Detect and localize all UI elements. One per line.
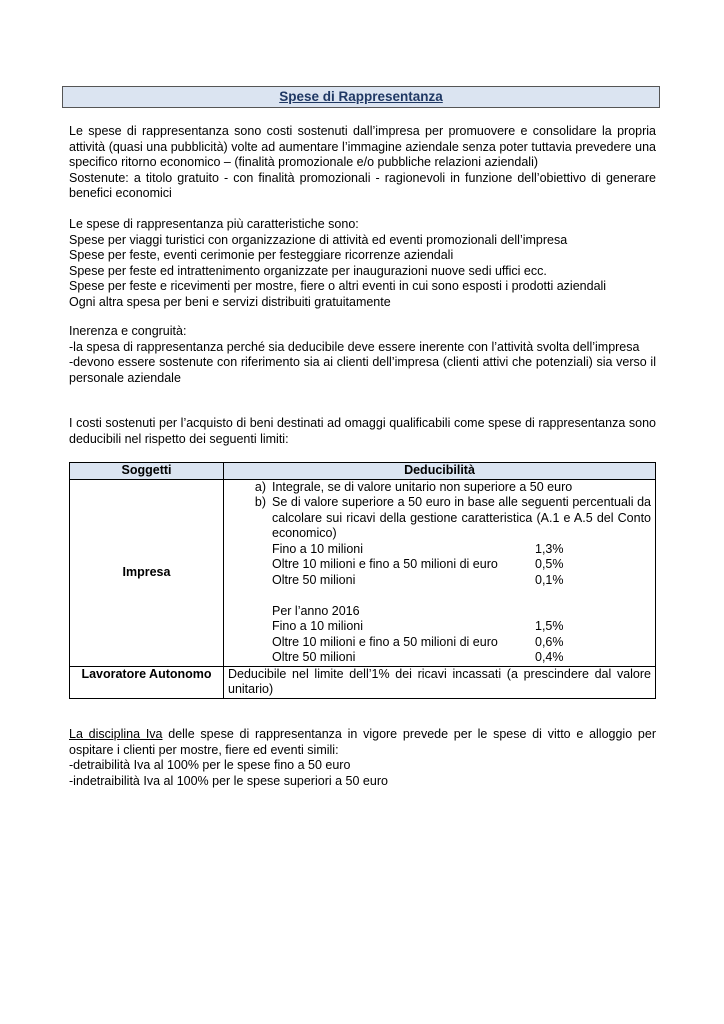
subject-impresa: Impresa xyxy=(70,479,224,666)
rate-label: Fino a 10 milioni xyxy=(272,541,364,556)
costi-section xyxy=(69,416,656,447)
deducibilita-autonomo: Deducibile nel limite dell’1% dei ricavi incassati (a prescindere dal valore unitario) xyxy=(224,666,656,698)
rate-row-2016 xyxy=(228,619,651,635)
rate-label: Oltre 10 milioni e fino a 50 milioni di euro xyxy=(272,634,498,649)
spacer xyxy=(228,588,651,604)
inerenza-heading: Inerenza e congruità: xyxy=(69,324,187,338)
rate-label: Fino a 10 milioni xyxy=(272,619,364,633)
list-item: Ogni altra spesa per beni e servizi distribuiti gratuitamente xyxy=(69,294,391,309)
iva-point: -indetraibilità Iva al 100% per le spese superiori a 50 euro xyxy=(69,773,388,788)
limits-table xyxy=(69,462,656,699)
rate-label: Oltre 50 milioni xyxy=(272,650,356,664)
ded-text-b: Se di valore superiore a 50 euro in base alle seguenti percentuali da calcolare sui ricavi della gestione caratteristica (A.1 e A.5 del Conto economico) xyxy=(272,495,651,540)
table-header-row xyxy=(70,463,656,480)
table-row-impresa xyxy=(70,479,656,666)
costi-paragraph: I costi sostenuti per l’acquisto di beni destinati ad omaggi qualificabili come spese di rappresentanza sono deducibili nel rispetto dei seguenti limiti: xyxy=(69,416,656,446)
rate-label: Oltre 10 milioni e fino a 50 milioni di euro xyxy=(272,557,498,571)
rate-value: 0,5% xyxy=(535,557,564,571)
title-box xyxy=(62,86,660,108)
inerenza-point: -devono essere sostenute con riferimento sia ai clienti dell’impresa (clienti attivi che potenziali) sia verso il personale aziendale xyxy=(69,355,656,385)
rate-label: Oltre 50 milioni xyxy=(272,572,356,587)
rate-row xyxy=(228,557,651,573)
ded-text-a: Integrale, se di valore unitario non superiore a 50 euro xyxy=(272,479,573,494)
list-item: Spese per feste, eventi cerimonie per festeggiare ricorrenze aziendali xyxy=(69,248,454,262)
table-row-autonomo xyxy=(70,666,656,698)
year-row xyxy=(228,604,651,620)
rate-value: 0,1% xyxy=(535,572,564,587)
ded-marker-b: b) xyxy=(254,495,266,509)
rate-value: 1,5% xyxy=(535,619,564,633)
header-deducibilita: Deducibilità xyxy=(224,463,656,480)
rate-value: 0,6% xyxy=(535,634,564,649)
rate-row xyxy=(228,542,651,558)
iva-paragraph xyxy=(69,727,656,758)
rate-row-2016 xyxy=(228,635,651,651)
list-intro: Le spese di rappresentanza più caratteristiche sono: xyxy=(69,217,359,231)
rate-value: 1,3% xyxy=(535,541,564,556)
intro-section xyxy=(69,124,656,202)
subject-autonomo: Lavoratore Autonomo xyxy=(70,666,224,698)
iva-point: -detraibilità Iva al 100% per le spese fino a 50 euro xyxy=(69,758,351,772)
rate-value: 0,4% xyxy=(535,650,564,664)
intro-paragraph: Le spese di rappresentanza sono costi sostenuti dall’impresa per promuovere e consolidare la propria attività (quasi una pubblicità) volte ad aumentare l’immagine aziendale senza poter tuttavia prevedere una specifico ritorno economico – (finalità promozionale e/o pubbliche relazioni aziendali) xyxy=(69,124,656,169)
deducibilita-impresa xyxy=(224,479,656,666)
page-title: Spese di Rappresentanza xyxy=(279,89,443,104)
rate-row-2016 xyxy=(228,650,651,666)
ded-marker-a: a) xyxy=(254,479,266,494)
inerenza-section xyxy=(69,324,656,386)
iva-text: delle spese di rappresentanza in vigore prevede per le spese di vitto e alloggio per ospitare i clienti per mostre, fiere ed eventi simili: xyxy=(69,727,656,757)
rate-row xyxy=(228,573,651,589)
ded-item-b xyxy=(228,495,651,542)
list-item: Spese per feste e ricevimenti per mostre, fiere o altri eventi in cui sono esposti i prodotti aziendali xyxy=(69,279,607,293)
year-label: Per l’anno 2016 xyxy=(272,603,360,618)
list-item: Spese per viaggi turistici con organizzazione di attività ed eventi promozionali dell’impresa xyxy=(69,232,568,247)
list-item: Spese per feste ed intrattenimento organizzate per inaugurazioni nuove sedi uffici ecc. xyxy=(69,263,547,278)
intro-paragraph: Sostenute: a titolo gratuito - con finalità promozionali - ragionevoli in funzione dell’obiettivo di generare benefici economici xyxy=(69,170,656,200)
header-soggetti: Soggetti xyxy=(70,463,224,480)
list-section xyxy=(69,217,656,310)
inerenza-point: -la spesa di rappresentanza perché sia deducibile deve essere inerente con l’attività svolta dell’impresa xyxy=(69,339,640,354)
ded-item-a xyxy=(228,480,651,496)
iva-section xyxy=(69,727,656,789)
iva-link-text: La disciplina Iva xyxy=(69,727,163,741)
